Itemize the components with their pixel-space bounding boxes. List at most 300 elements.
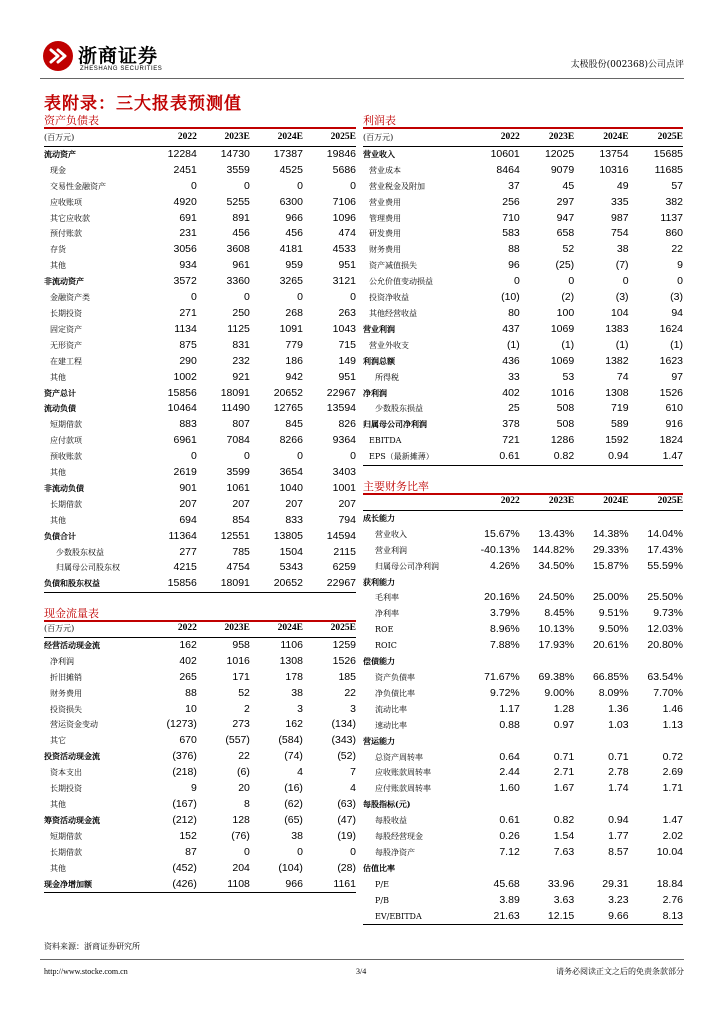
cell-value: 0 <box>191 291 197 304</box>
row-label: 非流动资产 <box>44 276 84 287</box>
year-header: 2025E <box>629 130 683 146</box>
cell-value: 71.67% <box>484 670 520 683</box>
cell-value: 162 <box>179 638 197 651</box>
cell-value: -40.13% <box>480 543 520 556</box>
cell-value: 186 <box>285 354 303 367</box>
row-label: 获利能力 <box>363 576 395 587</box>
cell-value: 942 <box>285 370 303 383</box>
cell-value: 2.78 <box>608 766 629 779</box>
cell-value: 17387 <box>273 147 303 160</box>
row-label: 经营活动现金流 <box>44 639 100 650</box>
cell-value: 2.44 <box>499 766 520 779</box>
row-label: 非流动负债 <box>44 482 84 493</box>
row-label: 资本支出 <box>50 768 82 778</box>
table-row <box>363 433 683 449</box>
cell-value: (1) <box>670 338 683 351</box>
row-label: 负债和股东权益 <box>44 576 144 592</box>
cell-value <box>574 797 628 813</box>
cell-value: 63.54% <box>647 670 683 683</box>
cell-value: 8464 <box>496 163 520 176</box>
cell-value: 3403 <box>332 466 356 479</box>
cell-value: 263 <box>338 306 356 319</box>
cell-value: 9079 <box>550 163 575 176</box>
cell-value: 1.47 <box>662 814 683 827</box>
cell-value: 12.15 <box>520 909 574 925</box>
cell-value <box>465 861 519 877</box>
cell-value: 13.43% <box>538 527 575 540</box>
table-row <box>363 401 683 417</box>
cell-value: 9.00% <box>544 686 575 699</box>
cell-value: (134) <box>331 718 356 731</box>
cell-value: 265 <box>179 670 197 683</box>
cell-value: 436 <box>502 354 520 367</box>
table-row <box>363 527 683 543</box>
year-header: 2024E <box>574 130 628 146</box>
cell-value: 1.47 <box>629 449 683 465</box>
cell-value: 1286 <box>550 434 575 447</box>
cell-value: 0.88 <box>499 718 520 731</box>
cell-value: 14730 <box>220 147 250 160</box>
cell-value: 25.00% <box>592 591 629 604</box>
cell-value: 178 <box>285 670 303 683</box>
cell-value: 250 <box>232 306 250 319</box>
cell-value: 0.94 <box>574 449 628 465</box>
cell-value: 1526 <box>659 386 683 399</box>
cell-value: (16) <box>284 782 303 795</box>
cell-value: 4215 <box>173 561 197 574</box>
cell-value: 721 <box>502 434 520 447</box>
table-row <box>363 226 683 242</box>
row-label: 净利润 <box>50 656 74 666</box>
cell-value: 268 <box>285 306 303 319</box>
cell-value: 3056 <box>173 243 197 256</box>
row-label: 偿债能力 <box>363 656 395 667</box>
table-row <box>363 575 683 591</box>
row-label: 归属母公司净利润 <box>363 419 427 430</box>
cell-value: (10) <box>501 291 520 304</box>
cell-value: 4754 <box>226 561 250 574</box>
row-label: 其他 <box>50 261 66 271</box>
cell-value: 15685 <box>653 147 683 160</box>
table-row <box>44 226 356 242</box>
cell-value: 934 <box>179 259 197 272</box>
cell-value: 456 <box>232 227 250 240</box>
unit-label: (百万元) <box>363 130 465 146</box>
cell-value: 204 <box>232 861 250 874</box>
cell-value: 29.31 <box>602 877 629 890</box>
cell-value: 11364 <box>168 529 197 542</box>
cell-value: 0.82 <box>520 449 574 465</box>
cell-value: 1161 <box>303 877 356 893</box>
table-row <box>44 829 356 845</box>
unit-label: (百万元) <box>44 130 144 146</box>
cell-value: 88 <box>185 686 197 699</box>
cell-value: 0 <box>191 450 197 463</box>
cell-value: 52 <box>562 243 575 256</box>
row-label: 其他经营收益 <box>369 308 417 318</box>
cell-value: 22967 <box>303 576 356 592</box>
cell-value: 1134 <box>174 322 197 335</box>
cell-value: 271 <box>179 306 197 319</box>
table-row <box>44 654 356 670</box>
cell-value: 8.45% <box>544 607 575 620</box>
row-label: 其它应收款 <box>50 213 90 223</box>
table-row <box>363 290 683 306</box>
cell-value: 3121 <box>332 275 356 288</box>
cell-value <box>574 861 628 877</box>
cell-value: 7106 <box>332 195 356 208</box>
cell-value <box>465 654 519 670</box>
cell-value: 162 <box>285 718 303 731</box>
cell-value: 20652 <box>250 576 303 592</box>
header-divider <box>40 78 684 79</box>
cell-value: 33.96 <box>547 877 575 890</box>
cell-value: 33 <box>508 370 520 383</box>
cell-value: 710 <box>502 211 520 224</box>
cell-value: 921 <box>232 370 250 383</box>
cell-value: 610 <box>665 402 683 415</box>
table-row <box>363 338 683 354</box>
cell-value: 9.73% <box>653 607 683 620</box>
cell-value: 37 <box>508 179 520 192</box>
table-row <box>363 861 683 877</box>
table-row <box>363 877 683 893</box>
table-row <box>44 637 356 653</box>
cell-value: 1.17 <box>499 702 520 715</box>
row-label: 营业收入 <box>375 529 407 539</box>
table-row <box>44 354 356 370</box>
cell-value: 6961 <box>173 434 197 447</box>
table-row <box>44 717 356 733</box>
cell-value: 382 <box>665 195 683 208</box>
row-label: 利润总额 <box>363 355 395 366</box>
cell-value <box>574 654 628 670</box>
cell-value: 15856 <box>144 576 197 592</box>
cell-value: 0 <box>297 179 303 192</box>
cell-value: 0 <box>244 179 250 192</box>
cell-value: 1.28 <box>553 702 575 715</box>
cell-value <box>520 575 574 591</box>
table-row <box>44 733 356 749</box>
cell-value: (76) <box>231 829 250 842</box>
cell-value: 12284 <box>167 147 197 160</box>
cell-value: 508 <box>556 402 575 415</box>
row-label: 净负债比率 <box>375 688 415 698</box>
cell-value: 474 <box>338 227 356 240</box>
year-header: 2023E <box>520 130 574 146</box>
cell-value: 171 <box>232 670 250 683</box>
cell-value: 11685 <box>654 163 683 176</box>
cell-value: (63) <box>337 797 356 810</box>
row-label: 公允价值变动损益 <box>369 277 433 287</box>
cell-value: 3.79% <box>490 607 520 620</box>
cell-value: 10601 <box>490 147 520 160</box>
row-label: 每股净资产 <box>375 847 415 857</box>
row-label: 每股经营现金 <box>375 832 423 842</box>
cell-value: 3 <box>350 702 356 715</box>
row-label: 净利润 <box>363 387 387 398</box>
cell-value: (1) <box>561 338 575 351</box>
cell-value: (452) <box>172 861 197 874</box>
cell-value: 8 <box>244 797 250 810</box>
cell-value: 2.71 <box>553 766 575 779</box>
table-row <box>44 417 356 433</box>
table-row <box>44 765 356 781</box>
cell-value: 96 <box>508 259 520 272</box>
table-row <box>363 386 683 402</box>
cell-value: 8.09% <box>598 686 629 699</box>
year-header: 2024E <box>250 130 303 146</box>
row-label: 营业成本 <box>369 165 401 175</box>
cell-value: 4 <box>297 766 303 779</box>
cell-value: 3608 <box>226 243 250 256</box>
cell-value: 13594 <box>326 402 356 415</box>
page-number: 3/4 <box>356 967 367 976</box>
cell-value: 14594 <box>326 529 356 542</box>
cell-value: 1002 <box>173 370 197 383</box>
table-row <box>363 813 683 829</box>
unit-label <box>363 494 465 510</box>
table-row <box>363 163 683 179</box>
cell-value: 297 <box>556 195 575 208</box>
cell-value: 0 <box>244 845 250 858</box>
cell-value: 2 <box>244 702 250 715</box>
row-label: 营业收入 <box>363 148 395 159</box>
cell-value: 8.13 <box>629 909 683 925</box>
table-row <box>44 306 356 322</box>
cell-value: 1.77 <box>608 830 629 843</box>
cell-value: 402 <box>502 386 520 399</box>
row-label: 预付账款 <box>50 229 82 239</box>
row-label: 营业利润 <box>375 545 407 555</box>
cell-value: 3572 <box>173 275 197 288</box>
table-row <box>363 274 683 290</box>
cell-value: (3) <box>670 291 683 304</box>
cell-value: 18091 <box>197 576 250 592</box>
cell-value: 0 <box>350 291 356 304</box>
row-label: 归属母公司股东权 <box>56 563 120 573</box>
table-row <box>363 909 683 925</box>
year-header: 2025E <box>303 621 356 637</box>
table-row <box>363 845 683 861</box>
cell-value <box>465 510 519 526</box>
table-row <box>363 638 683 654</box>
cell-value: 1.71 <box>662 782 683 795</box>
table-row <box>44 322 356 338</box>
cell-value: (218) <box>172 766 197 779</box>
cell-value: 9.50% <box>598 623 629 636</box>
cell-value: 22 <box>344 686 356 699</box>
year-header: 2023E <box>197 621 250 637</box>
cell-value: 1016 <box>226 654 250 667</box>
cell-value: 231 <box>179 227 197 240</box>
row-label: 营运能力 <box>363 735 395 746</box>
cell-value: 8.57 <box>608 845 629 858</box>
cell-value <box>629 575 683 591</box>
year-header: 2023E <box>197 130 250 146</box>
row-label: 其他 <box>50 799 66 809</box>
cell-value: 207 <box>179 497 197 510</box>
cell-value: 0.71 <box>553 750 575 763</box>
cell-value: 826 <box>338 418 356 431</box>
cell-value: 9.72% <box>490 686 520 699</box>
cell-value: 1504 <box>279 545 303 558</box>
table-row <box>363 893 683 909</box>
cell-value: (1273) <box>166 718 197 731</box>
cell-value: 1106 <box>280 638 303 651</box>
cell-value: 38 <box>616 243 629 256</box>
row-label: 其他 <box>50 468 66 478</box>
cell-value: 15856 <box>167 386 197 399</box>
row-label: 长期投资 <box>50 784 82 794</box>
row-label: 交易性金融资产 <box>50 181 106 191</box>
row-label: 应收账项 <box>50 197 82 207</box>
row-label: 长期借款 <box>50 499 82 509</box>
cell-value: 0 <box>513 275 520 288</box>
table-row <box>363 449 683 465</box>
row-label: 其他 <box>50 515 66 525</box>
cell-value: 754 <box>611 227 629 240</box>
cell-value: 7.70% <box>653 686 683 699</box>
cell-value: 25.50% <box>647 591 683 604</box>
cell-value: (47) <box>337 813 356 826</box>
cell-value: 0 <box>677 275 683 288</box>
cell-value: 2619 <box>173 466 197 479</box>
cell-value: 256 <box>502 195 520 208</box>
cell-value: 437 <box>502 322 520 335</box>
cell-value: 0.82 <box>553 814 575 827</box>
section-rule-balance <box>44 127 356 129</box>
table-row <box>44 449 356 465</box>
cell-value: 20652 <box>273 386 303 399</box>
year-header: 2023E <box>520 494 574 510</box>
cell-value <box>574 510 628 526</box>
section-title-balance: 资产负债表 <box>44 114 99 127</box>
table-row <box>44 497 356 513</box>
year-header: 2022 <box>144 621 197 637</box>
cell-value: 66.85% <box>592 670 629 683</box>
row-label: 成长能力 <box>363 512 395 523</box>
table-row <box>44 797 356 813</box>
table-row <box>363 559 683 575</box>
cell-value: (104) <box>278 861 303 874</box>
cell-value: 785 <box>232 545 250 558</box>
cell-value: 97 <box>671 370 683 383</box>
document-tag: 太极股份(002368)公司点评 <box>570 60 684 70</box>
cell-value: (1) <box>615 338 629 351</box>
cell-value <box>629 654 683 670</box>
cell-value: 456 <box>285 227 303 240</box>
cell-value: 4 <box>350 782 356 795</box>
cell-value: (74) <box>284 750 303 763</box>
cell-value: 20.16% <box>484 591 520 604</box>
cell-value <box>520 510 574 526</box>
row-label: 折旧摊销 <box>50 672 82 682</box>
cell-value: 18.84 <box>656 877 683 890</box>
cell-value: 3654 <box>279 466 303 479</box>
cell-value: 1061 <box>226 481 250 494</box>
row-label: 总资产周转率 <box>375 752 423 762</box>
table-row <box>44 338 356 354</box>
year-header: 2025E <box>629 494 683 510</box>
cell-value: (28) <box>337 861 356 874</box>
cell-value: 29.33% <box>592 543 629 556</box>
cell-value: 38 <box>291 686 303 699</box>
cell-value: 12.03% <box>647 623 683 636</box>
cell-value <box>629 510 683 526</box>
cell-value: 966 <box>250 877 303 893</box>
year-header: 2024E <box>250 621 303 637</box>
cell-value: 5255 <box>226 195 250 208</box>
table-row <box>363 606 683 622</box>
cell-value: 0.61 <box>499 814 520 827</box>
cell-value: 12025 <box>544 147 575 160</box>
row-label: ROE <box>375 625 394 635</box>
table-row <box>44 513 356 529</box>
row-label: 固定资产 <box>50 324 82 334</box>
cell-value: 1623 <box>659 354 683 367</box>
cell-value: 0 <box>350 845 356 858</box>
table-row <box>44 211 356 227</box>
cell-value: (62) <box>284 797 303 810</box>
row-label: EPS（最新摊薄） <box>363 449 465 465</box>
row-label: 所得税 <box>375 372 399 382</box>
row-label: 投资活动现金流 <box>44 751 100 762</box>
cell-value: 100 <box>556 306 575 319</box>
income-statement-table <box>363 130 683 466</box>
table-row <box>44 465 356 481</box>
table-row <box>363 829 683 845</box>
cell-value: 901 <box>179 481 197 494</box>
row-label: 应付款项 <box>50 436 82 446</box>
cell-value: 14.38% <box>592 527 629 540</box>
table-row <box>363 211 683 227</box>
cell-value: 19846 <box>326 147 356 160</box>
cell-value: 10.13% <box>538 623 575 636</box>
row-label: 资产总计 <box>44 387 76 398</box>
zheshang-logo-icon <box>42 40 74 72</box>
cell-value: 1108 <box>197 877 250 893</box>
cell-value: 4.26% <box>490 559 520 572</box>
cell-value: (584) <box>278 734 303 747</box>
cell-value: 0 <box>297 845 303 858</box>
cell-value: 1069 <box>550 322 575 335</box>
year-header: 2022 <box>465 494 519 510</box>
cell-value: 958 <box>232 638 250 651</box>
cell-value: (52) <box>337 750 356 763</box>
footer-url-link[interactable]: http://www.stocke.com.cn <box>44 967 128 976</box>
cell-value: 3.23 <box>608 893 629 906</box>
cell-value: 24.50% <box>538 591 575 604</box>
cell-value: 3599 <box>226 466 250 479</box>
cell-value: 691 <box>179 211 197 224</box>
cell-value: 0 <box>297 450 303 463</box>
cell-value: (65) <box>284 813 303 826</box>
row-label: 资产负债率 <box>375 672 415 682</box>
cell-value: 0 <box>244 450 250 463</box>
row-label: 营业外收支 <box>369 340 409 350</box>
cell-value: 21.63 <box>465 909 519 925</box>
cell-value: 88 <box>508 243 520 256</box>
table-row <box>44 576 356 592</box>
table-row <box>363 510 683 526</box>
row-label: 长期投资 <box>50 308 82 318</box>
logo-text: 浙商证券 <box>78 45 159 67</box>
cell-value: 10 <box>185 702 197 715</box>
table-row <box>363 590 683 606</box>
cell-value: 12551 <box>220 529 250 542</box>
row-label: 流动比率 <box>375 704 407 714</box>
